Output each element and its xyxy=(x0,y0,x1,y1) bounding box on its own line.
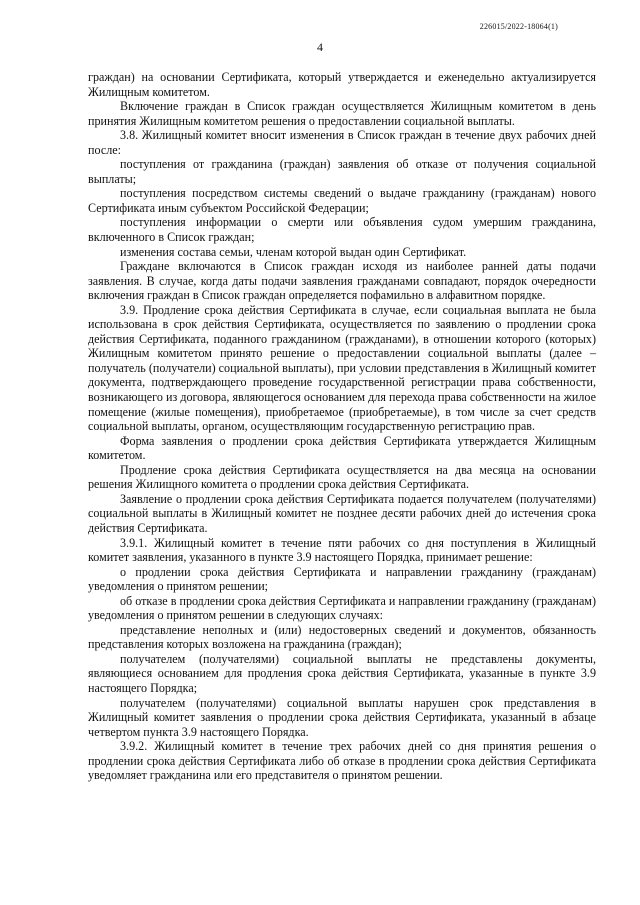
paragraph: об отказе в продлении срока действия Сертификата и направлении гражданину (гражданам) уведомления о принятом решении в следующих случаях: xyxy=(88,593,596,623)
paragraph: получателем (получателями) социальной выплаты не представлены документы, являющиеся основанием для продления срока действия Сертификата, указанные в пункте 3.9 настоящего Порядка; xyxy=(88,651,596,695)
document-id: 226015/2022-18064(1) xyxy=(479,22,558,31)
paragraph: поступления посредством системы сведений о выдаче гражданину (гражданам) нового Сертификата иным субъектом Российской Федерации; xyxy=(88,186,596,215)
paragraph: поступления от гражданина (граждан) заявления об отказе от получения социальной выплаты; xyxy=(88,157,596,186)
paragraph: 3.9.2. Жилищный комитет в течение трех рабочих дней со дня принятия решения о продлении срока действия Сертификата либо об отказе в продлении срока действия Сертификата уведомляет гражданина или его представителя о принятом решении. xyxy=(88,739,596,783)
paragraph: о продлении срока действия Сертификата и направлении гражданину (гражданам) уведомления о принятом решении; xyxy=(88,564,596,594)
paragraph: Включение граждан в Список граждан осуществляется Жилищным комитетом в день принятия Жилищным комитетом решения о предоставлении социальной выплаты. xyxy=(88,99,596,128)
paragraph: Продление срока действия Сертификата осуществляется на два месяца на основании решения Жилищного комитета о продлении срока действия Сертификата. xyxy=(88,462,596,492)
paragraph: 3.9.1. Жилищный комитет в течение пяти рабочих со дня поступления в Жилищный комитет заявления, указанного в пункте 3.9 настоящего Порядка, принимает решение: xyxy=(88,535,596,565)
paragraph: 3.9. Продление срока действия Сертификата в случае, если социальная выплата не была использована в срок действия Сертификата, осуществляется по заявлению о продлении срока действия Сертификата, поданного гражданином (гражданами), в отношении которого (которых) Жилищным комитетом принято решение о предоставлении социальной выплаты (далее – получатель (получатели) социальной выплаты), при условии представления в Жилищный комитет документа, подтверждающего проведение государственной регистрации права собственности, возникающего из договора, являющегося основанием для перехода права собственности на жилое помещение (жилые помещения), приобретаемое (приобретаемые), в том числе за счет средств социальной выплаты, органом, осуществляющим государственную регистрацию прав. xyxy=(88,302,596,434)
page-number: 4 xyxy=(317,40,323,54)
document-body xyxy=(88,70,596,783)
paragraph: изменения состава семьи, членам которой выдан один Сертификат. xyxy=(120,244,467,259)
paragraph: Форма заявления о продлении срока действия Сертификата утверждается Жилищным комитетом. xyxy=(88,433,596,463)
paragraph: Граждане включаются в Список граждан исходя из наиболее ранней даты подачи заявления. В случае, когда даты подачи заявления гражданами совпадают, порядок очередности включения граждан в Список граждан определяется пофамильно в алфавитном порядке. xyxy=(88,259,596,303)
paragraph: Заявление о продлении срока действия Сертификата подается получателем (получателями) социальной выплаты в Жилищный комитет не позднее десяти рабочих дней до истечения срока действия Сертификата. xyxy=(88,491,596,535)
paragraph: 3.8. Жилищный комитет вносит изменения в Список граждан в течение двух рабочих дней после: xyxy=(88,128,596,157)
paragraph: представление неполных и (или) недостоверных сведений и документов, обязанность представления которых возложена на гражданина (граждан); xyxy=(88,622,596,652)
paragraph: получателем (получателями) социальной выплаты нарушен срок представления в Жилищный комитет заявления о продлении срока действия Сертификата, указанный в абзаце четвертом пункта 3.9 настоящего Порядка. xyxy=(88,695,596,739)
paragraph: поступления информации о смерти или объявления судом умершим гражданина, включенного в Список граждан; xyxy=(88,215,596,245)
paragraph: граждан) на основании Сертификата, который утверждается и еженедельно актуализируется Жилищным комитетом. xyxy=(88,70,596,99)
